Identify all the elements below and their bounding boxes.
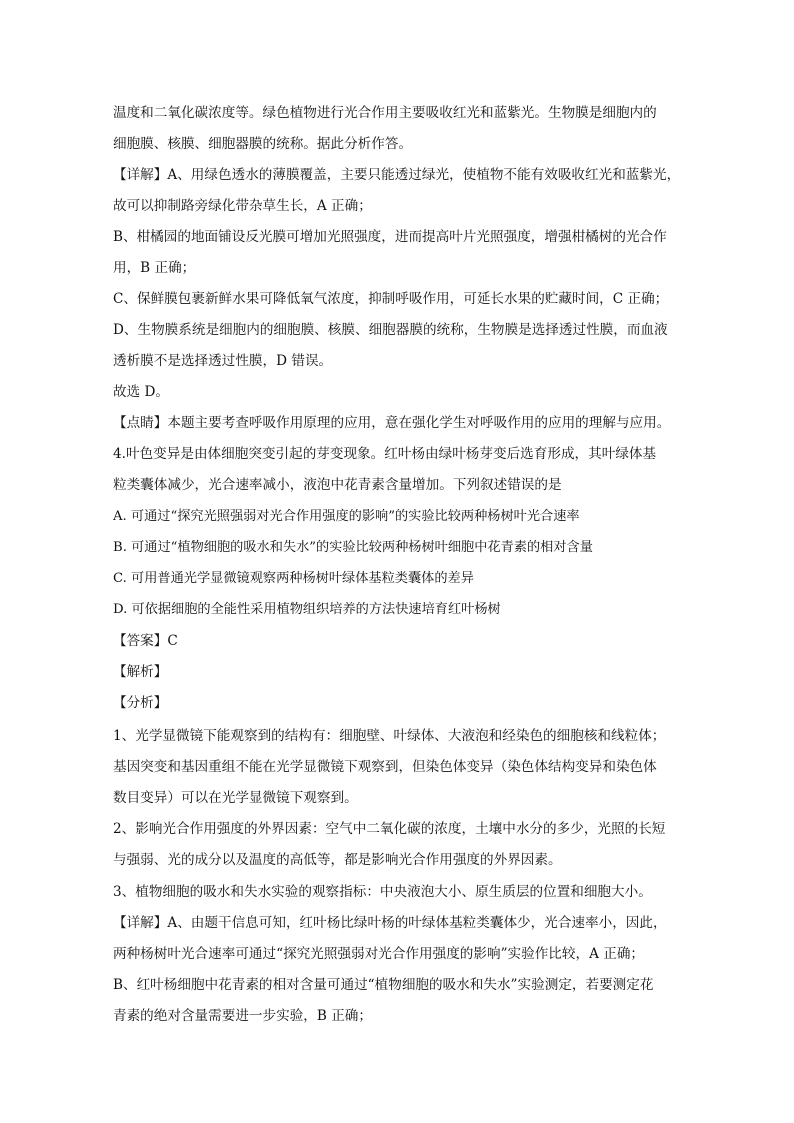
option-d: D. 可依据细胞的全能性采用植物组织培养的方法快速培育红叶杨树 [113, 602, 501, 617]
text-line: 青素的绝对含量需要进一步实验，B 正确； [113, 1008, 372, 1024]
text-line: 数目变异）可以在光学显微镜下观察到。 [113, 790, 358, 806]
text-line: 【详解】A、由题干信息可知，红叶杨比绿叶杨的叶绿体基粒类囊体少，光合速率小，因此， [113, 915, 667, 931]
text-line: 故可以抑制路旁绿化带杂草生长，A 正确； [113, 198, 372, 214]
text-line: 3、植物细胞的吸水和失水实验的观察指标：中央液泡大小、原生质层的位置和细胞大小。 [113, 884, 652, 900]
text-line: C、保鲜膜包裹新鲜水果可降低氧气浓度，抑制呼吸作用，可延长水果的贮藏时间，C 正确； [113, 291, 669, 307]
text-line: B、柑橘园的地面铺设反光膜可增加光照强度，进而提高叶片光照强度，增强柑橘树的光合作 [113, 229, 667, 245]
text-line: 【详解】A、用绿色透水的薄膜覆盖，主要只能透过绿光，使植物不能有效吸收红光和蓝紫光， [113, 167, 681, 183]
answer-label: 【答案】C [113, 633, 178, 649]
text-line: 两种杨树叶光合速率可通过“探究光照强弱对光合作用强度的影响”实验作比较，A 正确； [113, 946, 645, 962]
text-line: B、红叶杨细胞中花青素的相对含量可通过“植物细胞的吸水和失水”实验测定，若要测定花 [113, 977, 654, 993]
text-line: 基因突变和基因重组不能在光学显微镜下观察到，但染色体变异（染色体结构变异和染色体 [113, 759, 657, 775]
option-c: C. 可用普通光学显微镜观察两种杨树叶绿体基粒类囊体的差异 [113, 571, 474, 586]
option-a: A. 可通过“探究光照强弱对光合作用强度的影响”的实验比较两种杨树叶光合速率 [113, 509, 580, 524]
option-b: B. 可通过“植物细胞的吸水和失水”的实验比较两种杨树叶细胞中花青素的相对含量 [113, 540, 593, 555]
text-line: D、生物膜系统是细胞内的细胞膜、核膜、细胞器膜的统称，生物膜是选择透过性膜，而血液 [113, 322, 668, 338]
text-line: 细胞膜、核膜、细胞器膜的统称。据此分析作答。 [113, 136, 413, 152]
text-line: 1、光学显微镜下能观察到的结构有：细胞壁、叶绿体、大液泡和经染色的细胞核和线粒体； [113, 728, 666, 744]
question-stem: 粒类囊体减少，光合速率减小，液泡中花青素含量增加。下列叙述错误的是 [113, 477, 562, 493]
text-line: 用，B 正确； [113, 260, 196, 276]
text-line: 【点睛】本题主要考查呼吸作用原理的应用，意在强化学生对呼吸作用的应用的理解与应用。 [113, 415, 671, 431]
text-line: 透析膜不是选择透过性膜，D 错误。 [113, 353, 333, 369]
question-stem: 4.叶色变异是由体细胞突变引起的芽变现象。红叶杨由绿叶杨芽变后选育形成，其叶绿体基 [113, 446, 657, 462]
text-line: 与强弱、光的成分以及温度的高低等，都是影响光合作用强度的外界因素。 [113, 852, 562, 868]
text-line: 温度和二氧化碳浓度等。绿色植物进行光合作用主要吸收红光和蓝紫光。生物膜是细胞内的 [113, 105, 657, 121]
text-line: 2、影响光合作用强度的外界因素：空气中二氧化碳的浓度，土壤中水分的多少，光照的长短 [113, 821, 666, 837]
text-line: 故选 D。 [113, 384, 170, 400]
analysis-heading: 【解析】 [113, 664, 168, 680]
analysis-subheading: 【分析】 [113, 695, 168, 711]
